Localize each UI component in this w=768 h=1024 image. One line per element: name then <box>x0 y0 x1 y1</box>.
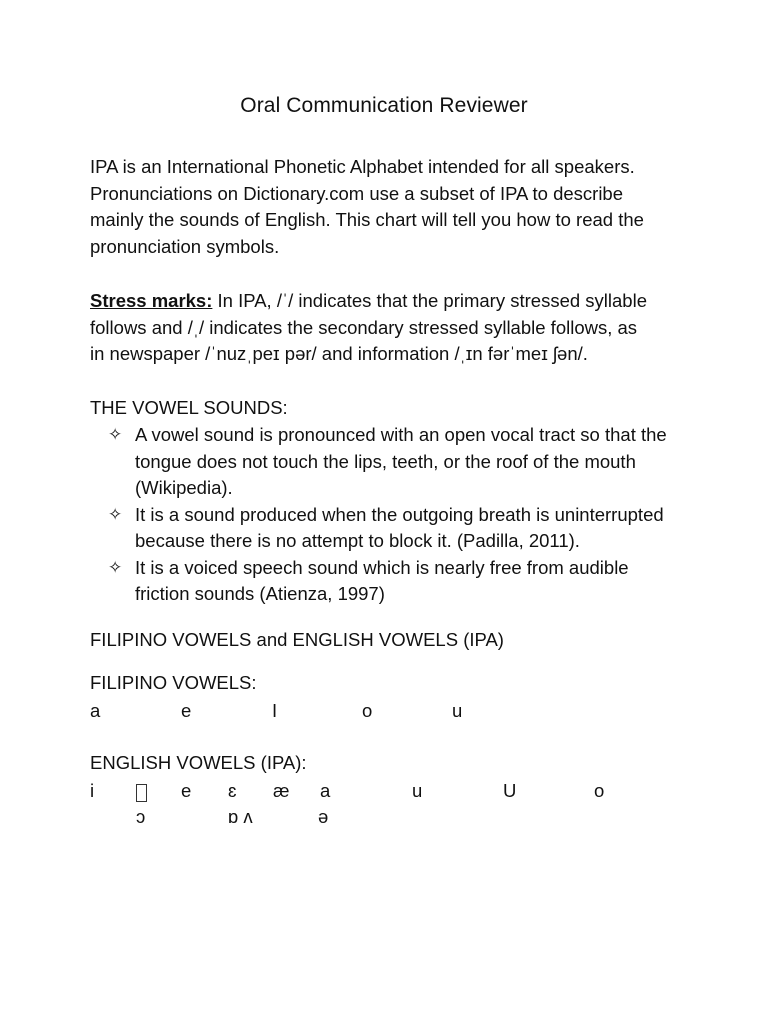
english-vowels-row-2 <box>0 806 768 830</box>
english-vowels-heading: ENGLISH VOWELS (IPA): <box>90 752 307 773</box>
intro-line: mainly the sounds of English. This chart will tell you how to read the <box>90 209 644 230</box>
stress-marks-label: Stress marks: <box>90 290 213 311</box>
vowel-symbol: I <box>272 700 278 721</box>
list-item <box>108 555 708 608</box>
vowel-symbol: ə <box>318 806 329 827</box>
page-title: Oral Communication Reviewer <box>240 94 528 117</box>
vowel-symbol: ɛ <box>228 780 237 801</box>
bullet-line: tongue does not touch the lips, teeth, or the roof of the mouth <box>135 450 636 472</box>
bullet-line: friction sounds (Atienza, 1997) <box>135 583 385 604</box>
stress-line <box>90 288 710 315</box>
stress-marks-paragraph <box>90 288 710 368</box>
star-bullet-icon: ✧ <box>108 557 123 578</box>
vowel-sounds-heading: THE VOWEL SOUNDS: <box>90 397 288 418</box>
list-item <box>108 422 708 502</box>
bullet-line: because there is no attempt to block it. (Padilla, 2011). <box>135 530 580 551</box>
star-bullet-icon: ✧ <box>108 425 123 445</box>
intro-line: Pronunciations on Dictionary.com use a subset of IPA to describe <box>90 182 624 204</box>
vowel-symbol: i <box>90 780 95 801</box>
missing-glyph-box <box>136 784 147 802</box>
vowel-symbol: e <box>181 700 192 721</box>
stress-line: follows and /ˌ/ indicates the secondary stressed syllable follows, as <box>90 316 638 338</box>
stress-line-rest: In IPA, /ˈ/ indicates that the primary stressed syllable <box>212 290 647 311</box>
comparison-heading: FILIPINO VOWELS and ENGLISH VOWELS (IPA) <box>90 629 504 650</box>
vowel-symbol: u <box>412 780 423 801</box>
vowel-symbol: ɒ ʌ <box>228 806 253 827</box>
filipino-vowels-heading: FILIPINO VOWELS: <box>90 672 257 693</box>
bullet-line: (Wikipedia). <box>135 477 233 498</box>
filipino-vowels-row <box>0 700 768 724</box>
intro-line: pronunciation symbols. <box>90 235 280 257</box>
vowel-symbol: o <box>362 700 373 721</box>
vowel-symbol: u <box>452 700 463 721</box>
list-item <box>108 502 708 555</box>
vowel-sounds-list <box>108 422 708 608</box>
bullet-line: It is a sound produced when the outgoing breath is uninterrupted <box>135 503 664 525</box>
english-vowels-row-1 <box>0 780 768 804</box>
intro-line: IPA is an International Phonetic Alphabet intended for all speakers. <box>90 156 635 177</box>
star-bullet-icon: ✧ <box>108 504 123 525</box>
vowel-symbol: e <box>181 780 192 801</box>
intro-paragraph <box>90 154 710 260</box>
vowel-symbol: ɔ <box>136 806 146 827</box>
bullet-line: A vowel sound is pronounced with an open vocal tract so that the <box>135 424 667 445</box>
vowel-symbol: a <box>320 780 331 801</box>
vowel-symbol: o <box>594 780 605 801</box>
bullet-line: It is a voiced speech sound which is nearly free from audible <box>135 556 629 578</box>
vowel-symbol: a <box>90 700 101 721</box>
vowel-symbol: æ <box>273 780 290 801</box>
vowel-symbol: U <box>503 780 517 801</box>
stress-line: in newspaper /ˈnuzˌpeɪ pər/ and information /ˌɪn fərˈmeɪ ʃən/. <box>90 343 588 364</box>
